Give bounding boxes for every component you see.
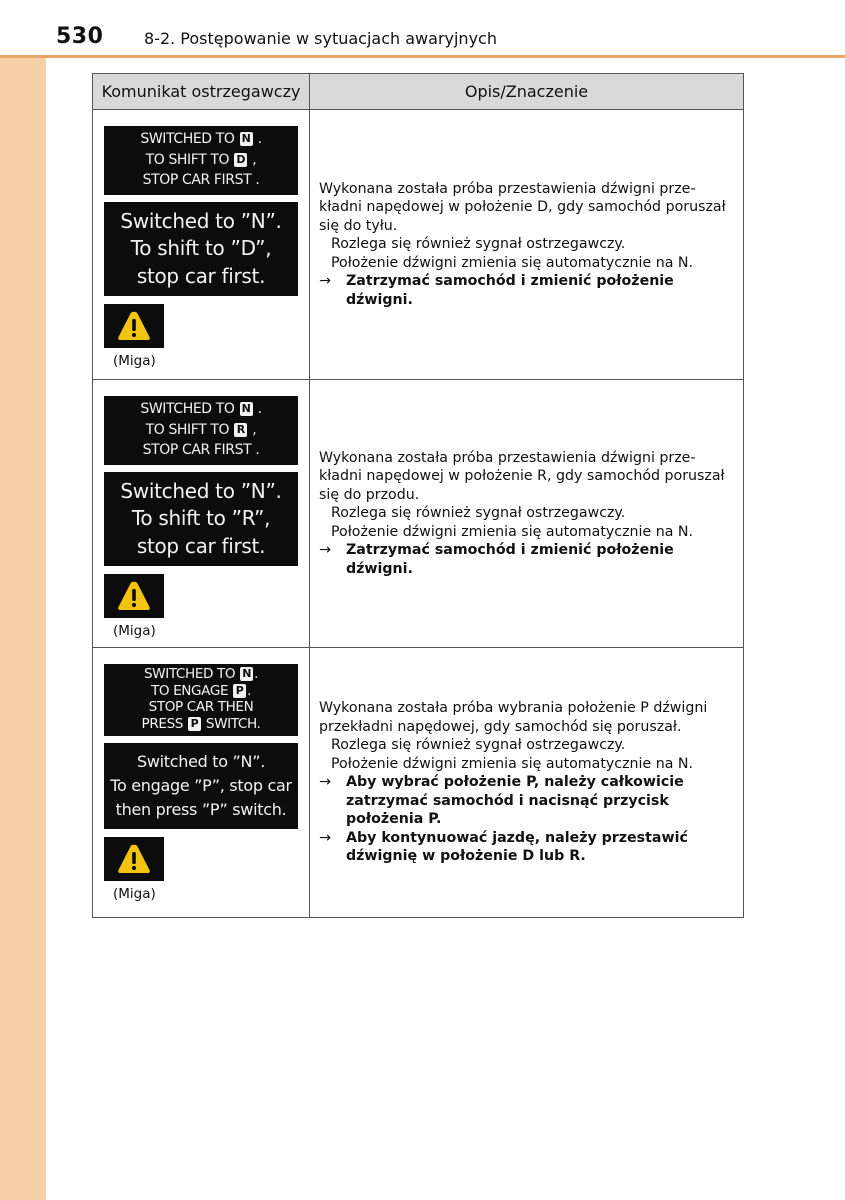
- p-switch-icon: P: [188, 717, 201, 731]
- column-header-description: Opis/Znaczenie: [310, 74, 744, 110]
- action-item: → Zatrzymać samochód i zmienić położenie dźwigni.: [319, 273, 674, 308]
- table-row: [93, 648, 744, 918]
- action-item: → Zatrzymać samochód i zmienić położenie dźwigni.: [319, 542, 674, 577]
- lcd-message-small: SWITCHED TO N . TO ENGAGE P . STOP CAR THEN PRESS P SWITCH.: [104, 664, 298, 736]
- message-cell: [93, 380, 310, 648]
- message-cell: [93, 110, 310, 380]
- lcd-message-small: SWITCHED TO N . TO SHIFT TO R , STOP CAR FIRST .: [104, 396, 298, 465]
- gear-p-icon: P: [233, 684, 246, 698]
- lcd-message-small: SWITCHED TO N . TO SHIFT TO D , STOP CAR FIRST .: [104, 126, 298, 195]
- flash-label: (Miga): [113, 886, 156, 902]
- flash-label: (Miga): [113, 623, 156, 639]
- action-item: → Aby kontynuować jazdę, należy przestawić dźwignię w położenie D lub R.: [319, 829, 688, 865]
- warning-triangle-icon: [104, 837, 164, 881]
- gear-d-icon: D: [234, 153, 247, 167]
- description-text: Położenie dźwigni zmienia się automatycznie na N.: [331, 523, 694, 540]
- gear-n-icon: N: [240, 132, 253, 146]
- chapter-color-stripe: [0, 0, 46, 1200]
- action-item: → Aby wybrać położenie P, należy całkowicie zatrzymać samochód i nacisnąć przycisk położenia P.: [319, 774, 684, 828]
- warning-triangle-icon: [104, 574, 164, 618]
- description-text: Wykonana została próba wybrania położenie P dźwigni przekładni napędowej, gdy samochód się poruszał.: [319, 700, 708, 735]
- column-header-message: Komunikat ostrzegawczy: [93, 74, 310, 110]
- lcd-message-large: Switched to ”N”. To shift to ”D”, stop car first.: [104, 202, 298, 297]
- page-number: 530: [56, 24, 104, 49]
- flash-label: (Miga): [113, 353, 156, 369]
- description-text: Wykonana została próba przestawienia dźwigni prze-kładni napędowej w położenie D, gdy samochód poruszał się do tyłu.: [319, 180, 726, 234]
- section-title: 8-2. Postępowanie w sytuacjach awaryjnych: [144, 29, 497, 48]
- table-row: [93, 110, 744, 380]
- header-rule: [0, 55, 845, 58]
- description-cell: [310, 110, 744, 380]
- warning-triangle-icon: [104, 304, 164, 348]
- gear-n-icon: N: [240, 667, 253, 681]
- arrow-icon: →: [319, 542, 331, 559]
- description-text: Położenie dźwigni zmienia się automatycznie na N.: [331, 254, 694, 271]
- description-text: Rozlega się również sygnał ostrzegawczy.: [331, 236, 626, 253]
- description-cell: [310, 648, 744, 918]
- gear-n-icon: N: [240, 402, 253, 416]
- description-text: Wykonana została próba przestawienia dźwigni prze-kładni napędowej w położenie R, gdy samochód poruszał się do przodu.: [319, 449, 725, 503]
- lcd-message-large: Switched to ”N”. To engage ”P”, stop car then press ”P” switch.: [104, 743, 298, 829]
- description-text: Rozlega się również sygnał ostrzegawczy.: [331, 737, 626, 754]
- arrow-icon: →: [319, 774, 331, 791]
- arrow-icon: →: [319, 273, 331, 290]
- description-text: Położenie dźwigni zmienia się automatycznie na N.: [331, 755, 694, 772]
- gear-r-icon: R: [234, 423, 247, 437]
- description-text: Rozlega się również sygnał ostrzegawczy.: [331, 505, 626, 522]
- warning-messages-table: [92, 73, 744, 918]
- description-cell: [310, 380, 744, 648]
- arrow-icon: →: [319, 829, 331, 846]
- lcd-message-large: Switched to ”N”. To shift to ”R”, stop car first.: [104, 472, 298, 567]
- message-cell: [93, 648, 310, 918]
- table-header-row: [93, 74, 744, 110]
- table-row: [93, 380, 744, 648]
